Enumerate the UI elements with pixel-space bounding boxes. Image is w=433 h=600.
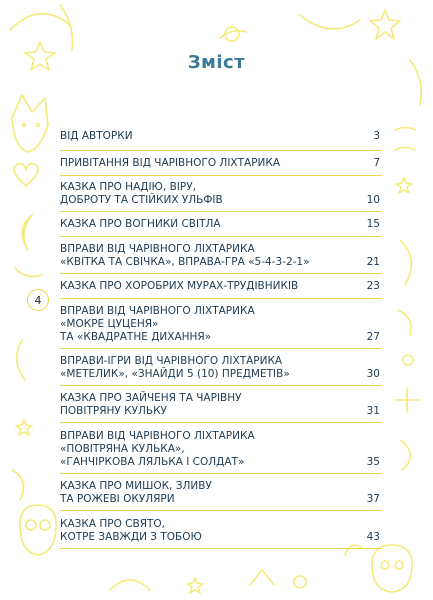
toc-entry[interactable] [60,157,380,170]
toc-entry-title: КАЗКА ПРО МИШОК, ЗЛИВУ ТА РОЖЕВІ ОКУЛЯРИ [60,480,212,505]
toc-divider [60,422,382,423]
toc-divider [60,273,382,274]
arc-doodle [60,5,73,50]
owl-icon [372,545,412,592]
toc-entry-title: ВПРАВИ-ІГРИ ВІД ЧАРІВНОГО ЛІХТАРИКА «МЕТЕЛИК», «ЗНАЙДИ 5 (10) ПРЕДМЕТІВ» [60,355,290,380]
toc-divider [60,548,382,549]
toc-entry-title: ВПРАВИ ВІД ЧАРІВНОГО ЛІХТАРИКА «ПОВІТРЯНА КУЛЬКА», «ГАНЧІРКОВА ЛЯЛЬКА І СОЛДАТ» [60,430,255,468]
toc-divider [60,150,382,151]
heart-icon [14,164,38,186]
toc-entry-page: 43 [366,531,380,543]
toc-entry-title: КАЗКА ПРО НАДІЮ, ВІРУ, ДОБРОТУ ТА СТІЙКИХ УЛЬФІВ [60,181,223,206]
toc-entry-page: 27 [366,331,380,343]
owl-icon [20,505,56,555]
toc-entry-title: ВПРАВИ ВІД ЧАРІВНОГО ЛІХТАРИКА «КВІТКА ТА СВІЧКА», ВПРАВА-ГРА «5-4-3-2-1» [60,243,310,268]
toc-entry[interactable] [60,218,380,231]
star-icon [187,578,203,593]
toc-entry-title: КАЗКА ПРО СВЯТО, КОТРЕ ЗАВЖДИ З ТОБОЮ [60,518,202,543]
toc-entry-page: 30 [366,368,380,380]
toc-entry-title: ПРИВІТАННЯ ВІД ЧАРІВНОГО ЛІХТАРИКА [60,157,281,169]
toc-entry-page: 23 [366,280,380,292]
toc-entry[interactable] [60,305,380,344]
toc-entry-page: 37 [366,493,380,505]
star-icon [396,178,412,193]
toc-entry-page: 21 [366,256,380,268]
toc-divider [60,236,382,237]
page-number-badge: 4 [27,289,49,311]
toc-divider [60,298,382,299]
toc-divider [60,473,382,474]
toc-entry[interactable] [60,480,380,506]
toc-entry-page: 7 [373,157,380,169]
toc-entry[interactable] [60,181,380,207]
toc-entry-page: 3 [373,130,380,142]
toc-entry[interactable] [60,280,380,293]
toc-entry-title: КАЗКА ПРО ВОГНИКИ СВІТЛА [60,218,221,230]
toc-entry-title: ВПРАВИ ВІД ЧАРІВНОГО ЛІХТАРИКА «МОКРЕ ЦУЦЕНЯ» ТА «КВАДРАТНЕ ДИХАННЯ» [60,305,255,343]
toc-entry[interactable] [60,130,380,143]
arc-doodle [10,14,70,30]
toc-divider [60,211,382,212]
toc-entry-page: 15 [366,218,380,230]
toc-entry[interactable] [60,355,380,381]
star-icon [16,420,32,435]
page-title: Зміст [187,52,246,73]
star-icon [370,10,400,39]
toc-divider [60,175,382,176]
toc-entry-page: 10 [366,194,380,206]
moon-icon [22,215,32,250]
toc-divider [60,510,382,511]
toc-entry-page: 35 [366,456,380,468]
toc-entry[interactable] [60,392,380,418]
toc-entry-title: КАЗКА ПРО ХОРОБРИХ МУРАХ-ТРУДІВНИКІВ [60,280,299,292]
toc-divider [60,385,382,386]
fox-icon [12,95,48,152]
toc-divider [60,348,382,349]
toc-entry-title: ВІД АВТОРКИ [60,130,133,142]
toc-entry[interactable] [60,518,380,544]
toc-entry-page: 31 [366,405,380,417]
toc-entry[interactable] [60,243,380,269]
toc-entry-title: КАЗКА ПРО ЗАЙЧЕНЯ ТА ЧАРІВНУ ПОВІТРЯНУ КУЛЬКУ [60,392,242,417]
toc-entry[interactable] [60,430,380,469]
